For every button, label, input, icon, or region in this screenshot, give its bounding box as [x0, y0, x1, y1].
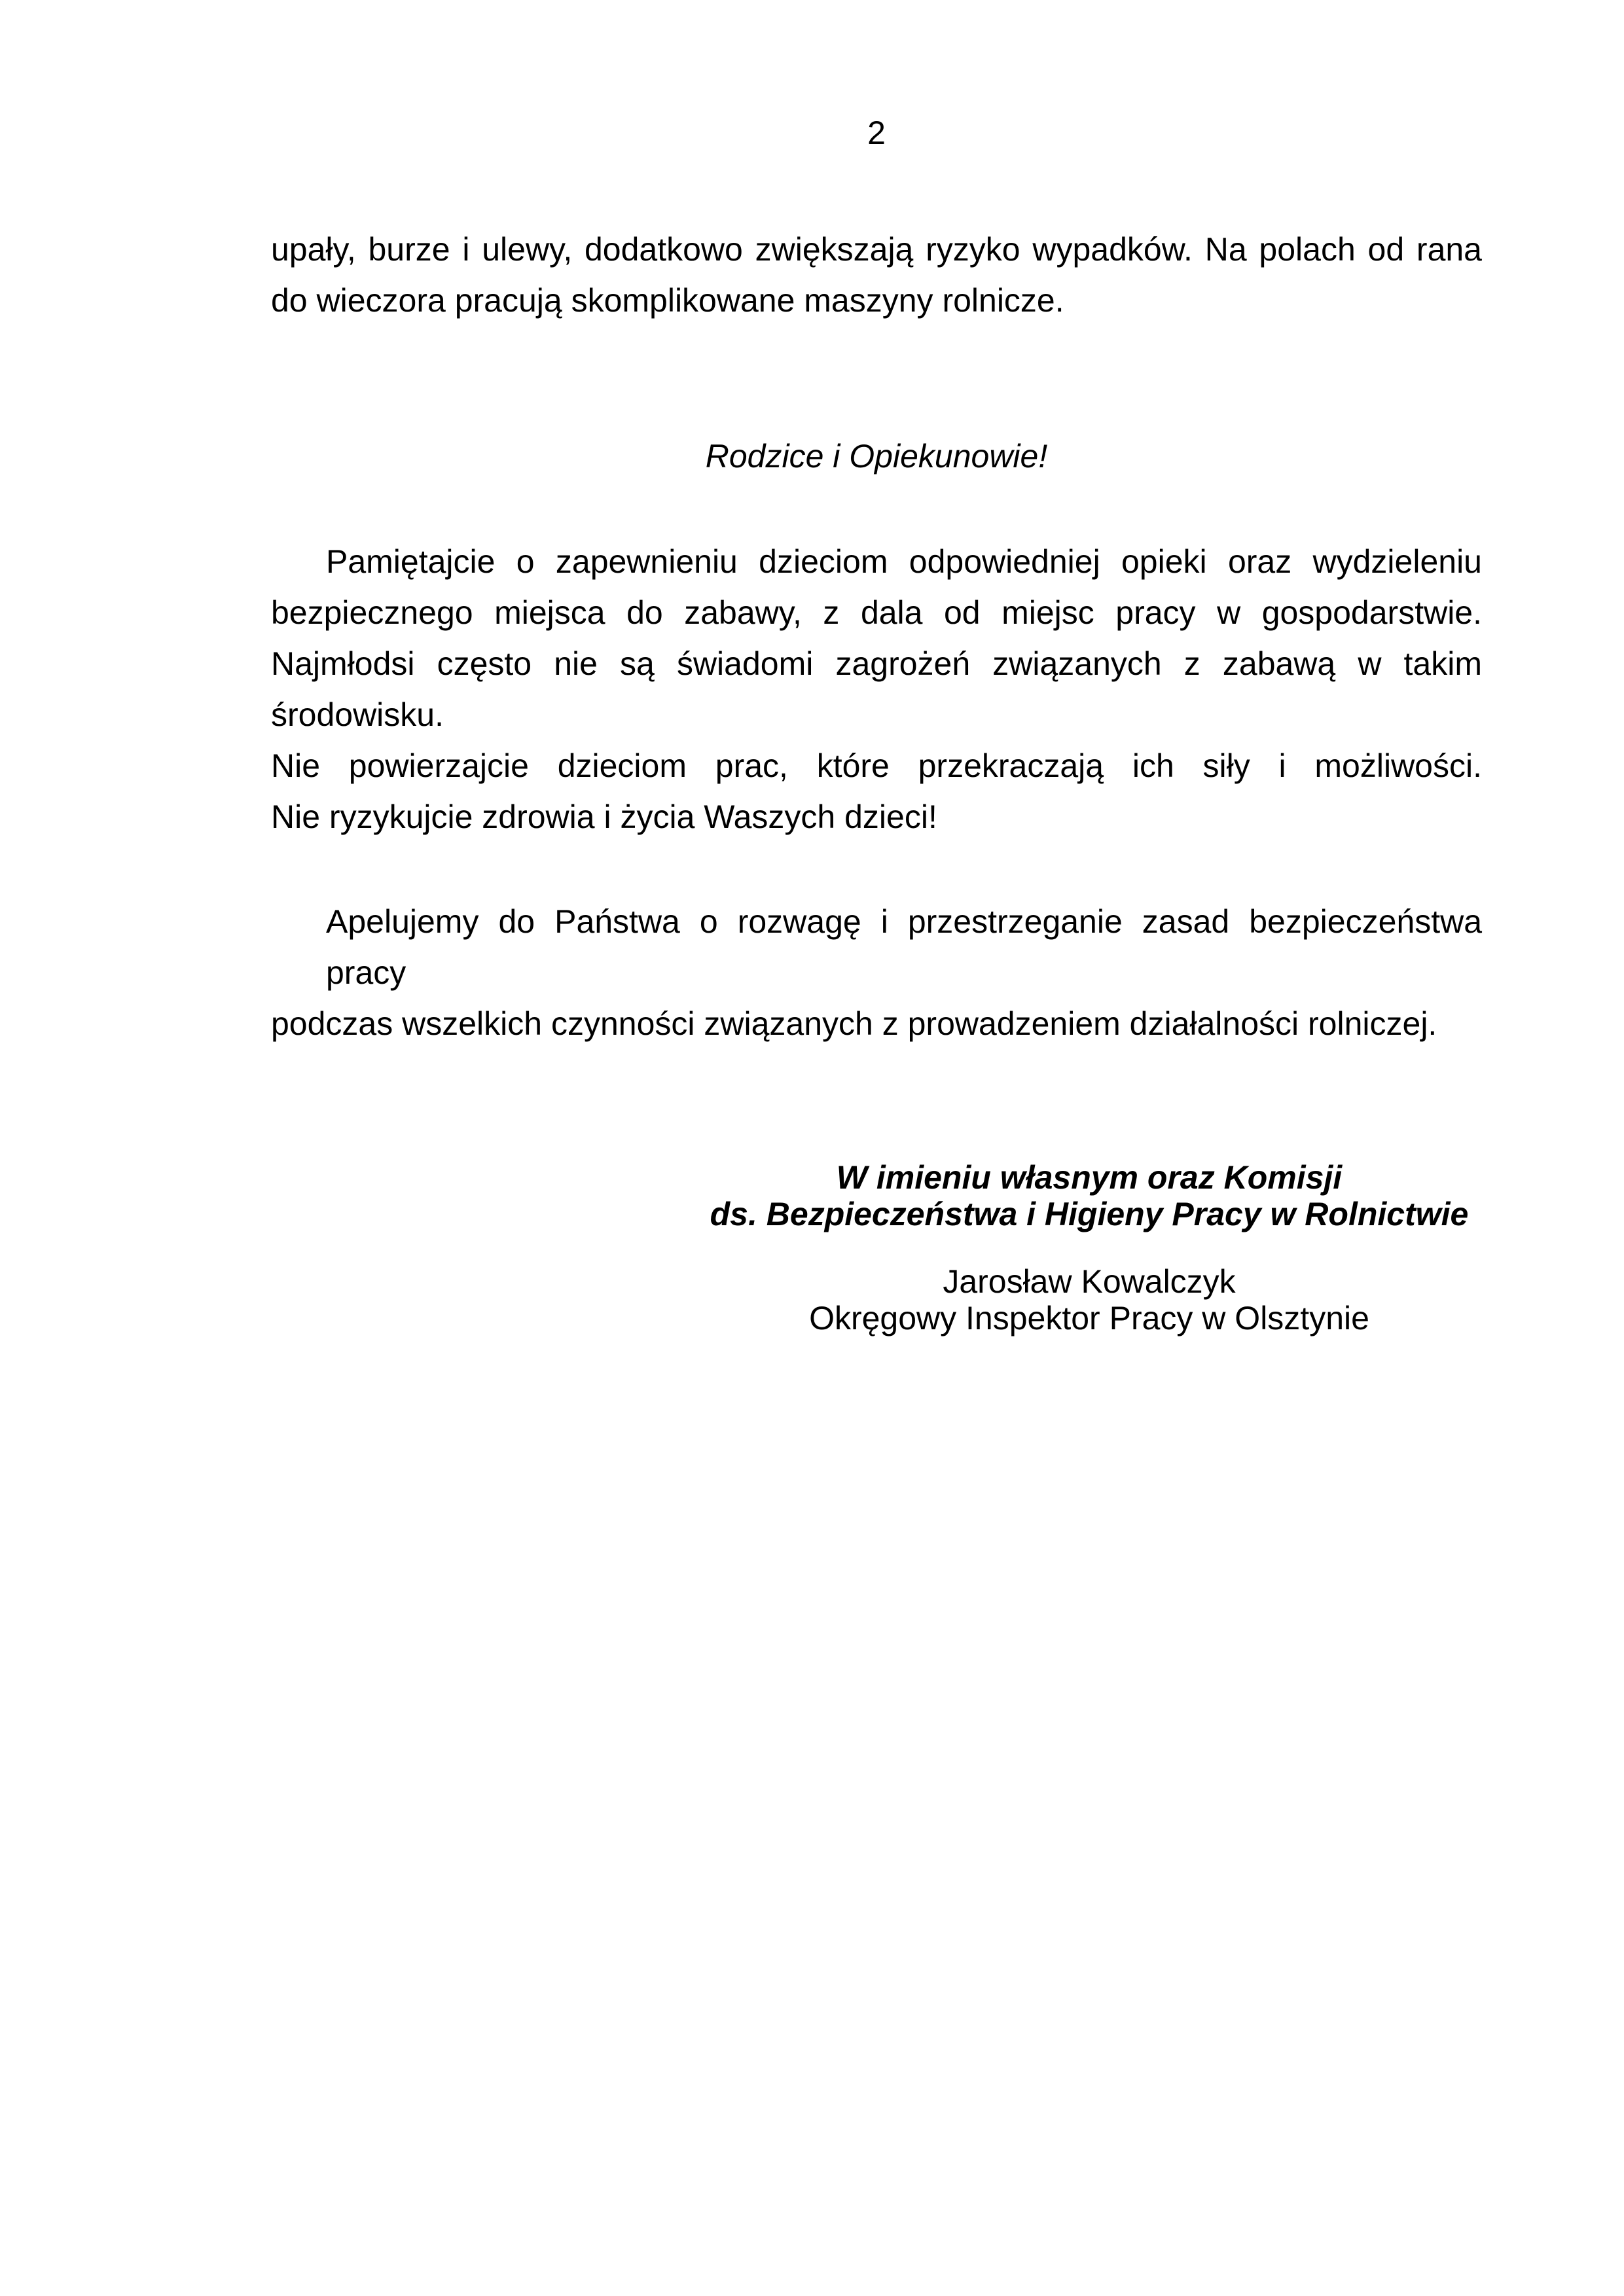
text-line: upały, burze i ulewy, dodatkowo zwiększają ryzyko wypadków. Na polach od rana: [271, 231, 1482, 268]
signature-committee-line: W imieniu własnym oraz Komisji: [836, 1159, 1343, 1196]
text-line: Nie powierzajcie dzieciom prac, które przekraczają ich siły i możliwości.: [271, 747, 1482, 784]
signature-block: [696, 1159, 1482, 1336]
text-line: bezpiecznego miejsca do zabawy, z dala od miejsc pracy w gospodarstwie.: [271, 594, 1482, 631]
text-line: Nie ryzykujcie zdrowia i życia Waszych dzieci!: [271, 798, 937, 835]
text-line: Najmłodsi często nie są świadomi zagrożeń związanych z zabawą w takim środowisku.: [271, 645, 1482, 733]
text-line: Pamiętajcie o zapewnieniu dzieciom odpowiedniej opieki oraz wydzieleniu: [326, 543, 1482, 580]
signature-committee-line: ds. Bezpieczeństwa i Higieny Pracy w Rolnictwie: [710, 1196, 1469, 1232]
page-number: 2: [867, 115, 886, 151]
signatory-name: Jarosław Kowalczyk: [943, 1263, 1236, 1300]
signature-person: [696, 1263, 1482, 1336]
section-heading: Rodzice i Opiekunowie!: [705, 438, 1048, 475]
signatory-title: Okręgowy Inspektor Pracy w Olsztynie: [809, 1300, 1369, 1336]
text-line: do wieczora pracują skomplikowane maszyny rolnicze.: [271, 282, 1064, 319]
text-line: podczas wszelkich czynności związanych z prowadzeniem działalności rolniczej.: [271, 1005, 1437, 1042]
signature-committee: [696, 1159, 1482, 1232]
paragraph-intro: [271, 224, 1482, 326]
text-line: Apelujemy do Państwa o rozwagę i przestrzeganie zasad bezpieczeństwa pracy: [326, 903, 1482, 991]
paragraph-appeal-parents: [271, 536, 1482, 842]
paragraph-appeal-safety: [271, 896, 1482, 1049]
